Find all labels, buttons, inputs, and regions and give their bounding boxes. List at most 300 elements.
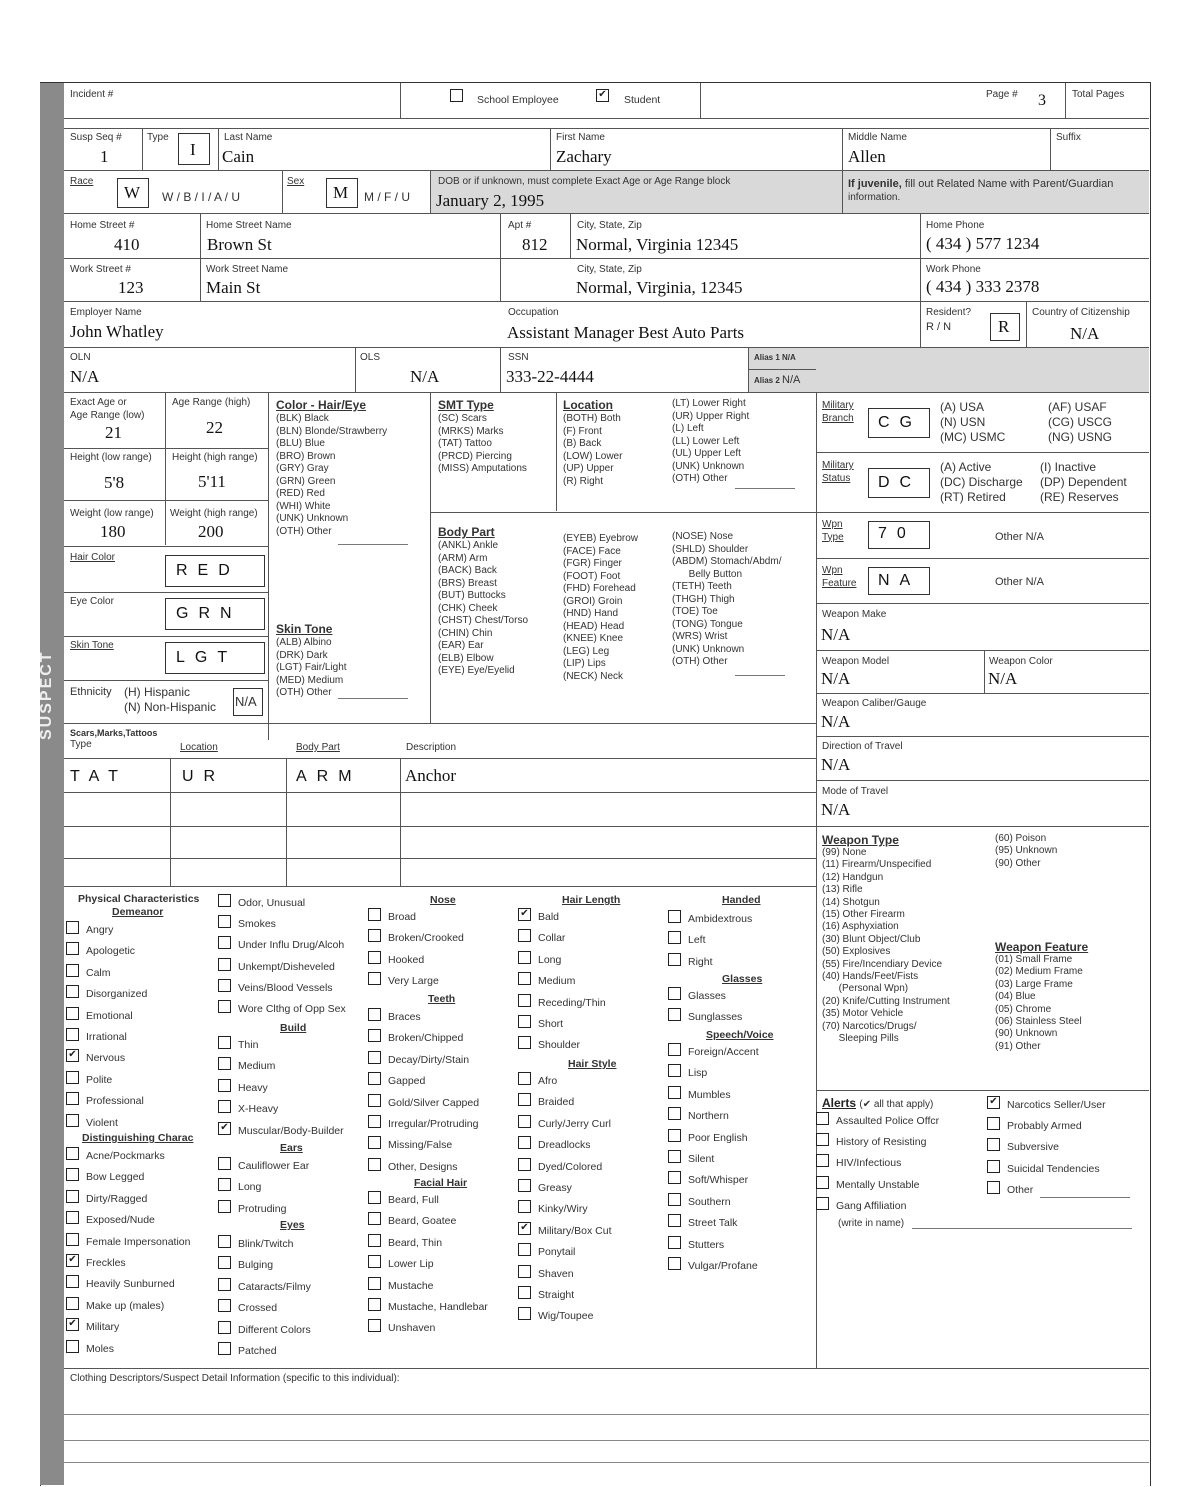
military-label: Military	[86, 1321, 120, 1334]
skin-tone-title: Skin Tone	[276, 622, 333, 636]
dirty-ragged-checkbox[interactable]	[66, 1190, 79, 1203]
vulgar-profane-label: Vulgar/Profane	[688, 1260, 758, 1272]
home-street-name-label: Home Street Name	[206, 220, 292, 231]
alerts-note: (✔ all that apply)	[859, 1099, 934, 1110]
weapon-make-value: N/A	[821, 625, 851, 644]
middle-name-value: Allen	[848, 147, 886, 166]
speech-voice-heading: Speech/Voice	[706, 1029, 774, 1041]
weapon-caliber-label: Weapon Caliber/Gauge	[822, 698, 927, 709]
dreadlocks-checkbox[interactable]	[518, 1136, 531, 1149]
receding-thin-checkbox[interactable]	[518, 994, 531, 1007]
page-label: Page #	[986, 89, 1018, 100]
race-value: W	[124, 183, 141, 202]
ponytail-checkbox[interactable]	[518, 1243, 531, 1256]
beard-goatee-checkbox[interactable]	[368, 1212, 381, 1225]
receding-thin-label: Receding/Thin	[538, 996, 606, 1009]
greasy-label: Greasy	[538, 1182, 572, 1194]
clothing-label: Clothing Descriptors/Suspect Detail Information (specific to this individual):	[70, 1373, 400, 1384]
history-of-resisting-label: History of Resisting	[836, 1136, 927, 1149]
juvenile-note-line2: information.	[848, 192, 901, 203]
color-hair-eye-list: (BLK) Black (BLN) Blonde/Strawberry (BLU) Blue (BRO) Brown (GRY) Gray (GRN) Green (RED) Red (WHI) White (UNK) Unknown (OTH) Other	[276, 413, 388, 537]
weapon-feature-value: NA	[878, 572, 921, 589]
eye-color-label: Eye Color	[70, 596, 114, 607]
veins-blood-vessels-checkbox[interactable]	[218, 979, 231, 992]
foreign-accent-label: Foreign/Accent	[688, 1046, 759, 1058]
shaven-checkbox[interactable]	[518, 1265, 531, 1278]
medium-label: Medium	[238, 1060, 276, 1073]
weapon-type-other-value: N/A	[1025, 531, 1044, 543]
suffix-label: Suffix	[1056, 132, 1081, 143]
age-high-value: 22	[206, 418, 223, 437]
heavily-sunburned-label: Heavily Sunburned	[86, 1278, 175, 1291]
weight-low-label: Weight (low range)	[70, 508, 154, 519]
apt-label: Apt #	[508, 220, 532, 231]
hair-style-heading: Hair Style	[568, 1058, 617, 1070]
height-high-value: 5'11	[198, 472, 226, 491]
shoulder-label: Shoulder	[538, 1039, 581, 1052]
bow-legged-checkbox[interactable]	[66, 1168, 79, 1181]
missing-false-label: Missing/False	[388, 1139, 453, 1152]
home-phone-number: 577 1234	[975, 234, 1040, 253]
broken-crooked-label: Broken/Crooked	[388, 932, 464, 945]
last-name-label: Last Name	[224, 132, 273, 143]
thin-label: Thin	[238, 1039, 259, 1051]
soft-whisper-checkbox[interactable]	[668, 1171, 681, 1184]
freckles-label: Freckles	[86, 1257, 126, 1269]
protruding-checkbox[interactable]	[218, 1200, 231, 1213]
dyed-colored-checkbox[interactable]	[518, 1158, 531, 1171]
ambidextrous-checkbox[interactable]	[668, 910, 681, 923]
afro-checkbox[interactable]	[518, 1072, 531, 1085]
acne-pockmarks-checkbox[interactable]	[66, 1147, 79, 1160]
left-label: Left	[688, 934, 706, 947]
x-heavy-checkbox[interactable]	[218, 1100, 231, 1113]
lisp-checkbox[interactable]	[668, 1064, 681, 1077]
student-checkbox[interactable]: ✔	[596, 89, 609, 102]
work-street-name-label: Work Street Name	[206, 264, 289, 275]
mentally-unstable-checkbox[interactable]	[816, 1176, 829, 1189]
blink-twitch-checkbox[interactable]	[218, 1235, 231, 1248]
home-street-no-value: 410	[114, 235, 140, 254]
resident-value: R	[998, 317, 1010, 336]
weapon-feature-other-value: N/A	[1025, 576, 1044, 588]
apologetic-checkbox[interactable]	[66, 942, 79, 955]
military-branch-options-2: (AF) USAF (CG) USCG (NG) USNG	[1048, 400, 1112, 444]
violent-label: Violent	[86, 1116, 118, 1129]
employer-value: John Whatley	[70, 322, 164, 341]
northern-label: Northern	[688, 1110, 729, 1123]
build-heading: Build	[280, 1022, 307, 1034]
juvenile-note: fill out Related Name with Parent/Guardian	[901, 178, 1114, 190]
shoulder-checkbox[interactable]	[518, 1036, 531, 1049]
broken-chipped-label: Broken/Chipped	[388, 1032, 464, 1045]
juvenile-bold: If juvenile,	[848, 178, 902, 190]
protruding-label: Protruding	[238, 1202, 287, 1215]
cataracts-filmy-checkbox[interactable]	[218, 1278, 231, 1291]
other-checkbox[interactable]	[987, 1181, 1000, 1194]
ethnicity-value: N/A	[235, 694, 257, 709]
heavy-checkbox[interactable]	[218, 1079, 231, 1092]
weight-high-value: 200	[198, 522, 224, 541]
location-list-2: (LT) Lower Right (UR) Upper Right (L) Left (LL) Lower Left (UL) Upper Left (UNK) Unknown (OTH) Other	[672, 398, 750, 484]
medium-checkbox[interactable]	[218, 1057, 231, 1070]
nervous-checkbox[interactable]: ✔	[66, 1049, 79, 1062]
beard-goatee-label: Beard, Goatee	[388, 1215, 457, 1228]
gang-affiliation-checkbox[interactable]	[816, 1197, 829, 1210]
weapon-model-label: Weapon Model	[822, 656, 890, 667]
narcotics-seller-user-checkbox[interactable]: ✔	[987, 1096, 1000, 1109]
gold-silver-capped-label: Gold/Silver Capped	[388, 1096, 480, 1109]
southern-label: Southern	[688, 1195, 731, 1208]
weapon-make-label: Weapon Make	[822, 609, 887, 620]
alias2-value: N/A	[782, 374, 801, 386]
afro-label: Afro	[538, 1075, 558, 1087]
smt-type-list: (SC) Scars (MRKS) Marks (TAT) Tattoo (PRCD) Piercing (MISS) Amputations	[438, 413, 527, 474]
lower-lip-checkbox[interactable]	[368, 1255, 381, 1268]
sunglasses-label: Sunglasses	[688, 1011, 743, 1024]
emotional-checkbox[interactable]	[66, 1007, 79, 1020]
beard-thin-label: Beard, Thin	[388, 1236, 443, 1249]
smt-table-header: Scars,Marks,Tattoos	[70, 728, 158, 738]
occupation-value: Assistant Manager Best Auto Parts	[507, 323, 745, 342]
bald-label: Bald	[538, 911, 560, 923]
greasy-checkbox[interactable]	[518, 1179, 531, 1192]
beard-thin-checkbox[interactable]	[368, 1234, 381, 1247]
make-up-males-checkbox[interactable]	[66, 1297, 79, 1310]
polite-checkbox[interactable]	[66, 1071, 79, 1084]
patched-checkbox[interactable]	[218, 1342, 231, 1355]
gold-silver-capped-checkbox[interactable]	[368, 1094, 381, 1107]
very-large-checkbox[interactable]	[368, 972, 381, 985]
street-talk-checkbox[interactable]	[668, 1214, 681, 1227]
military-status-options-2: (I) Inactive (DP) Dependent (RE) Reserves	[1040, 460, 1127, 504]
mustache-handlebar-checkbox[interactable]	[368, 1298, 381, 1311]
heavily-sunburned-checkbox[interactable]	[66, 1275, 79, 1288]
stutters-checkbox[interactable]	[668, 1236, 681, 1249]
odor-unusual-checkbox[interactable]	[218, 894, 231, 907]
suicidal-tendencies-label: Suicidal Tendencies	[1007, 1162, 1100, 1175]
glasses-heading: Glasses	[722, 973, 763, 985]
weapon-feature-other-label: Other	[995, 576, 1023, 588]
weapon-feature-list: (01) Small Frame (02) Medium Frame (03) Large Frame (04) Blue (05) Chrome (06) Stainless Steel (90) Unknown (91) Other	[995, 954, 1083, 1052]
school-employee-label: School Employee	[477, 94, 559, 106]
height-low-value: 5'8	[104, 473, 125, 492]
weapon-caliber-value: N/A	[821, 712, 851, 731]
glasses-label: Glasses	[688, 990, 726, 1002]
hair-color-label: Hair Color	[70, 552, 116, 563]
citizenship-label: Country of Citizenship	[1032, 307, 1130, 318]
home-phone-label: Home Phone	[926, 220, 985, 231]
cataracts-filmy-label: Cataracts/Filmy	[238, 1280, 311, 1293]
sunglasses-checkbox[interactable]	[668, 1008, 681, 1021]
weapon-type-value: 70	[878, 525, 916, 542]
employer-label: Employer Name	[70, 307, 142, 318]
short-label: Short	[538, 1018, 564, 1030]
susp-seq-label: Susp Seq #	[70, 132, 122, 143]
history-of-resisting-checkbox[interactable]	[816, 1133, 829, 1146]
broken-chipped-checkbox[interactable]	[368, 1029, 381, 1042]
medium-checkbox[interactable]	[518, 972, 531, 985]
glasses-checkbox[interactable]	[668, 987, 681, 1000]
occupation-label: Occupation	[508, 307, 559, 318]
under-influ-drug-alcoh-label: Under Influ Drug/Alcoh	[238, 939, 345, 952]
mode-value: N/A	[821, 800, 851, 819]
color-hair-eye-title: Color - Hair/Eye	[276, 398, 367, 412]
age-high-label: Age Range (high)	[172, 397, 251, 408]
weapon-type-label: Wpn Type	[822, 519, 844, 543]
kinky-wiry-checkbox[interactable]	[518, 1200, 531, 1213]
muscular-body-builder-checkbox[interactable]: ✔	[218, 1122, 231, 1135]
work-street-no-label: Work Street #	[70, 264, 131, 275]
hooked-label: Hooked	[388, 953, 425, 966]
long-label: Long	[238, 1181, 262, 1194]
beard-full-label: Beard, Full	[388, 1194, 439, 1206]
exposed-nude-checkbox[interactable]	[66, 1211, 79, 1224]
military-status-value: DC	[878, 474, 922, 491]
oln-label: OLN	[70, 352, 91, 363]
smt-row-type: TAT	[70, 768, 128, 785]
mustache-label: Mustache	[388, 1279, 434, 1292]
x-heavy-label: X-Heavy	[238, 1103, 279, 1116]
apt-value: 812	[522, 235, 548, 254]
stutters-label: Stutters	[688, 1238, 725, 1251]
assaulted-police-offcr-label: Assaulted Police Offcr	[836, 1115, 940, 1127]
angry-label: Angry	[86, 924, 114, 936]
broken-crooked-checkbox[interactable]	[368, 929, 381, 942]
smokes-checkbox[interactable]	[218, 915, 231, 928]
long-checkbox[interactable]	[218, 1178, 231, 1191]
wig-toupee-checkbox[interactable]	[518, 1307, 531, 1320]
foreign-accent-checkbox[interactable]	[668, 1043, 681, 1056]
short-checkbox[interactable]	[518, 1015, 531, 1028]
mentally-unstable-label: Mentally Unstable	[836, 1178, 920, 1191]
alias2-label: Alias 2	[754, 376, 780, 385]
military-branch-options-1: (A) USA (N) USN (MC) USMC	[940, 400, 1006, 444]
subversive-checkbox[interactable]	[987, 1138, 1000, 1151]
irrational-checkbox[interactable]	[66, 1028, 79, 1041]
demeanor-heading: Demeanor	[112, 906, 164, 918]
vulgar-profane-checkbox[interactable]	[668, 1257, 681, 1270]
location-title: Location	[563, 398, 613, 412]
ssn-label: SSN	[508, 352, 529, 363]
weight-low-value: 180	[100, 522, 126, 541]
long-checkbox[interactable]	[518, 951, 531, 964]
work-phone-label: Work Phone	[926, 264, 981, 275]
kinky-wiry-label: Kinky/Wiry	[538, 1203, 588, 1216]
patched-label: Patched	[238, 1345, 277, 1357]
polite-label: Polite	[86, 1073, 113, 1086]
southern-checkbox[interactable]	[668, 1193, 681, 1206]
military-checkbox[interactable]: ✔	[66, 1318, 79, 1331]
muscular-body-builder-label: Muscular/Body-Builder	[238, 1124, 344, 1137]
angry-checkbox[interactable]	[66, 921, 79, 934]
veins-blood-vessels-label: Veins/Blood Vessels	[238, 981, 333, 994]
thin-checkbox[interactable]	[218, 1036, 231, 1049]
school-employee-checkbox[interactable]	[450, 89, 463, 102]
acne-pockmarks-label: Acne/Pockmarks	[86, 1150, 165, 1162]
other-designs-checkbox[interactable]	[368, 1158, 381, 1171]
left-checkbox[interactable]	[668, 931, 681, 944]
freckles-checkbox[interactable]: ✔	[66, 1254, 79, 1267]
ethnicity-label: Ethnicity	[70, 686, 112, 698]
race-label: Race	[70, 176, 94, 187]
wig-toupee-label: Wig/Toupee	[538, 1310, 594, 1323]
ssn-value: 333-22-4444	[506, 367, 594, 386]
assaulted-police-offcr-checkbox[interactable]	[816, 1112, 829, 1125]
braces-checkbox[interactable]	[368, 1008, 381, 1021]
decay-dirty-stain-checkbox[interactable]	[368, 1051, 381, 1064]
dreadlocks-label: Dreadlocks	[538, 1139, 591, 1152]
lower-lip-label: Lower Lip	[388, 1258, 434, 1271]
work-street-name-value: Main St	[206, 278, 261, 297]
eyes-heading: Eyes	[280, 1219, 305, 1231]
military-status-label: Military Status	[822, 460, 854, 484]
nervous-label: Nervous	[86, 1052, 126, 1065]
professional-label: Professional	[86, 1095, 144, 1108]
mumbles-checkbox[interactable]	[668, 1086, 681, 1099]
skin-tone-label: Skin Tone	[70, 640, 114, 651]
beard-full-checkbox[interactable]	[368, 1191, 381, 1204]
odor-unusual-label: Odor, Unusual	[238, 897, 306, 909]
disorganized-checkbox[interactable]	[66, 985, 79, 998]
heavy-label: Heavy	[238, 1081, 268, 1094]
female-impersonation-checkbox[interactable]	[66, 1233, 79, 1246]
unshaven-checkbox[interactable]	[368, 1319, 381, 1332]
first-name-value: Zachary	[556, 147, 612, 166]
ols-value: N/A	[410, 367, 440, 386]
ethnicity-options: (H) Hispanic (N) Non-Hispanic	[124, 685, 217, 714]
gapped-label: Gapped	[388, 1075, 426, 1088]
citizenship-value: N/A	[1070, 324, 1100, 343]
professional-checkbox[interactable]	[66, 1092, 79, 1105]
gang-affiliation-label: Gang Affiliation	[836, 1199, 907, 1212]
calm-label: Calm	[86, 966, 111, 979]
height-low-label: Height (low range)	[70, 452, 152, 463]
crossed-checkbox[interactable]	[218, 1299, 231, 1312]
sex-value: M	[333, 183, 349, 202]
military-box-cut-label: Military/Box Cut	[538, 1224, 612, 1237]
suicidal-tendencies-checkbox[interactable]	[987, 1160, 1000, 1173]
blink-twitch-label: Blink/Twitch	[238, 1238, 294, 1250]
type-label: Type	[147, 132, 169, 143]
violent-checkbox[interactable]	[66, 1114, 79, 1127]
weapon-type-list-2: (60) Poison (95) Unknown (90) Other	[995, 833, 1058, 869]
dyed-colored-label: Dyed/Colored	[538, 1160, 603, 1173]
female-impersonation-label: Female Impersonation	[86, 1235, 191, 1248]
curly-jerry-curl-checkbox[interactable]	[518, 1115, 531, 1128]
silent-checkbox[interactable]	[668, 1150, 681, 1163]
alias1-label: Alias 1	[754, 353, 780, 362]
smt-row-location: UR	[182, 768, 226, 785]
collar-checkbox[interactable]	[518, 929, 531, 942]
northern-checkbox[interactable]	[668, 1107, 681, 1120]
skin-tone-value: LGT	[176, 649, 238, 666]
cauliflower-ear-checkbox[interactable]	[218, 1157, 231, 1170]
ponytail-label: Ponytail	[538, 1246, 576, 1259]
under-influ-drug-alcoh-checkbox[interactable]	[218, 936, 231, 949]
exposed-nude-label: Exposed/Nude	[86, 1214, 155, 1227]
home-city-label: City, State, Zip	[577, 220, 642, 231]
body-part-list-1: (ANKL) Ankle (ARM) Arm (BACK) Back (BRS) Breast (BUT) Buttocks (CHK) Cheek (CHST) Chest/Torso (CHIN) Chin (EAR) Ear (ELB) Elbow (EYE) Eye/Eyelid	[438, 540, 529, 676]
missing-false-checkbox[interactable]	[368, 1136, 381, 1149]
straight-label: Straight	[538, 1289, 575, 1301]
smt-body-col: Body Part	[296, 742, 340, 753]
mustache-checkbox[interactable]	[368, 1277, 381, 1290]
weapon-color-label: Weapon Color	[989, 656, 1053, 667]
curly-jerry-curl-label: Curly/Jerry Curl	[538, 1117, 611, 1130]
hooked-checkbox[interactable]	[368, 951, 381, 964]
apologetic-label: Apologetic	[86, 945, 136, 958]
home-phone-area: 434	[935, 234, 962, 253]
direction-value: N/A	[821, 755, 851, 774]
straight-checkbox[interactable]	[518, 1286, 531, 1299]
shaven-label: Shaven	[538, 1267, 574, 1280]
dob-label: DOB or if unknown, must complete Exact Age or Age Range block	[438, 176, 731, 187]
calm-checkbox[interactable]	[66, 964, 79, 977]
moles-checkbox[interactable]	[66, 1340, 79, 1353]
alias1-value: N/A	[782, 353, 796, 362]
gapped-checkbox[interactable]	[368, 1072, 381, 1085]
long-label: Long	[538, 953, 562, 966]
bulging-checkbox[interactable]	[218, 1256, 231, 1269]
height-high-label: Height (high range)	[172, 452, 258, 463]
street-talk-label: Street Talk	[688, 1217, 738, 1230]
medium-label: Medium	[538, 975, 576, 988]
race-options: W / B / I / A / U	[162, 190, 241, 204]
weapon-type-other-label: Other	[995, 531, 1023, 543]
smt-desc-col: Description	[406, 742, 457, 753]
smokes-label: Smokes	[238, 918, 276, 931]
military-branch-value: CG	[878, 414, 922, 431]
moles-label: Moles	[86, 1342, 115, 1355]
smt-type-col: Type	[70, 739, 92, 750]
broad-checkbox[interactable]	[368, 908, 381, 921]
smt-row-body: ARM	[296, 768, 362, 785]
home-street-name-value: Brown St	[207, 235, 272, 254]
ols-label: OLS	[360, 352, 381, 363]
right-checkbox[interactable]	[668, 953, 681, 966]
weapon-feature-list-title: Weapon Feature	[995, 940, 1089, 954]
bald-checkbox[interactable]: ✔	[518, 908, 531, 921]
home-city-value: Normal, Virginia 12345	[576, 235, 739, 254]
wore-clthg-of-opp-sex-checkbox[interactable]	[218, 1000, 231, 1013]
age-label: Exact Age or Age Range (low)	[70, 397, 145, 421]
silent-label: Silent	[688, 1153, 715, 1165]
different-colors-checkbox[interactable]	[218, 1321, 231, 1334]
hiv-infectious-checkbox[interactable]	[816, 1154, 829, 1167]
braided-checkbox[interactable]	[518, 1093, 531, 1106]
military-box-cut-checkbox[interactable]: ✔	[518, 1222, 531, 1235]
sex-options: M / F / U	[364, 190, 410, 204]
hair-length-heading: Hair Length	[562, 894, 621, 906]
last-name-value: Cain	[222, 147, 255, 166]
crossed-label: Crossed	[238, 1302, 278, 1315]
probably-armed-checkbox[interactable]	[987, 1117, 1000, 1130]
smt-type-title: SMT Type	[438, 398, 494, 412]
handed-heading: Handed	[722, 894, 761, 906]
location-list: (BOTH) Both (F) Front (B) Back (LOW) Lower (UP) Upper (R) Right	[563, 413, 623, 487]
unkempt-disheveled-checkbox[interactable]	[218, 958, 231, 971]
gang-affiliation-note: (write in name)	[838, 1218, 905, 1229]
weapon-type-list-title: Weapon Type	[822, 833, 899, 847]
braided-label: Braided	[538, 1096, 575, 1109]
physical-characteristics-title: Physical Characteristics	[78, 893, 200, 905]
total-pages-label: Total Pages	[1072, 89, 1125, 100]
poor-english-checkbox[interactable]	[668, 1129, 681, 1142]
irregular-protruding-checkbox[interactable]	[368, 1115, 381, 1128]
suspect-sidebar-label: SUSPECT	[38, 650, 55, 740]
ears-heading: Ears	[280, 1142, 303, 1154]
